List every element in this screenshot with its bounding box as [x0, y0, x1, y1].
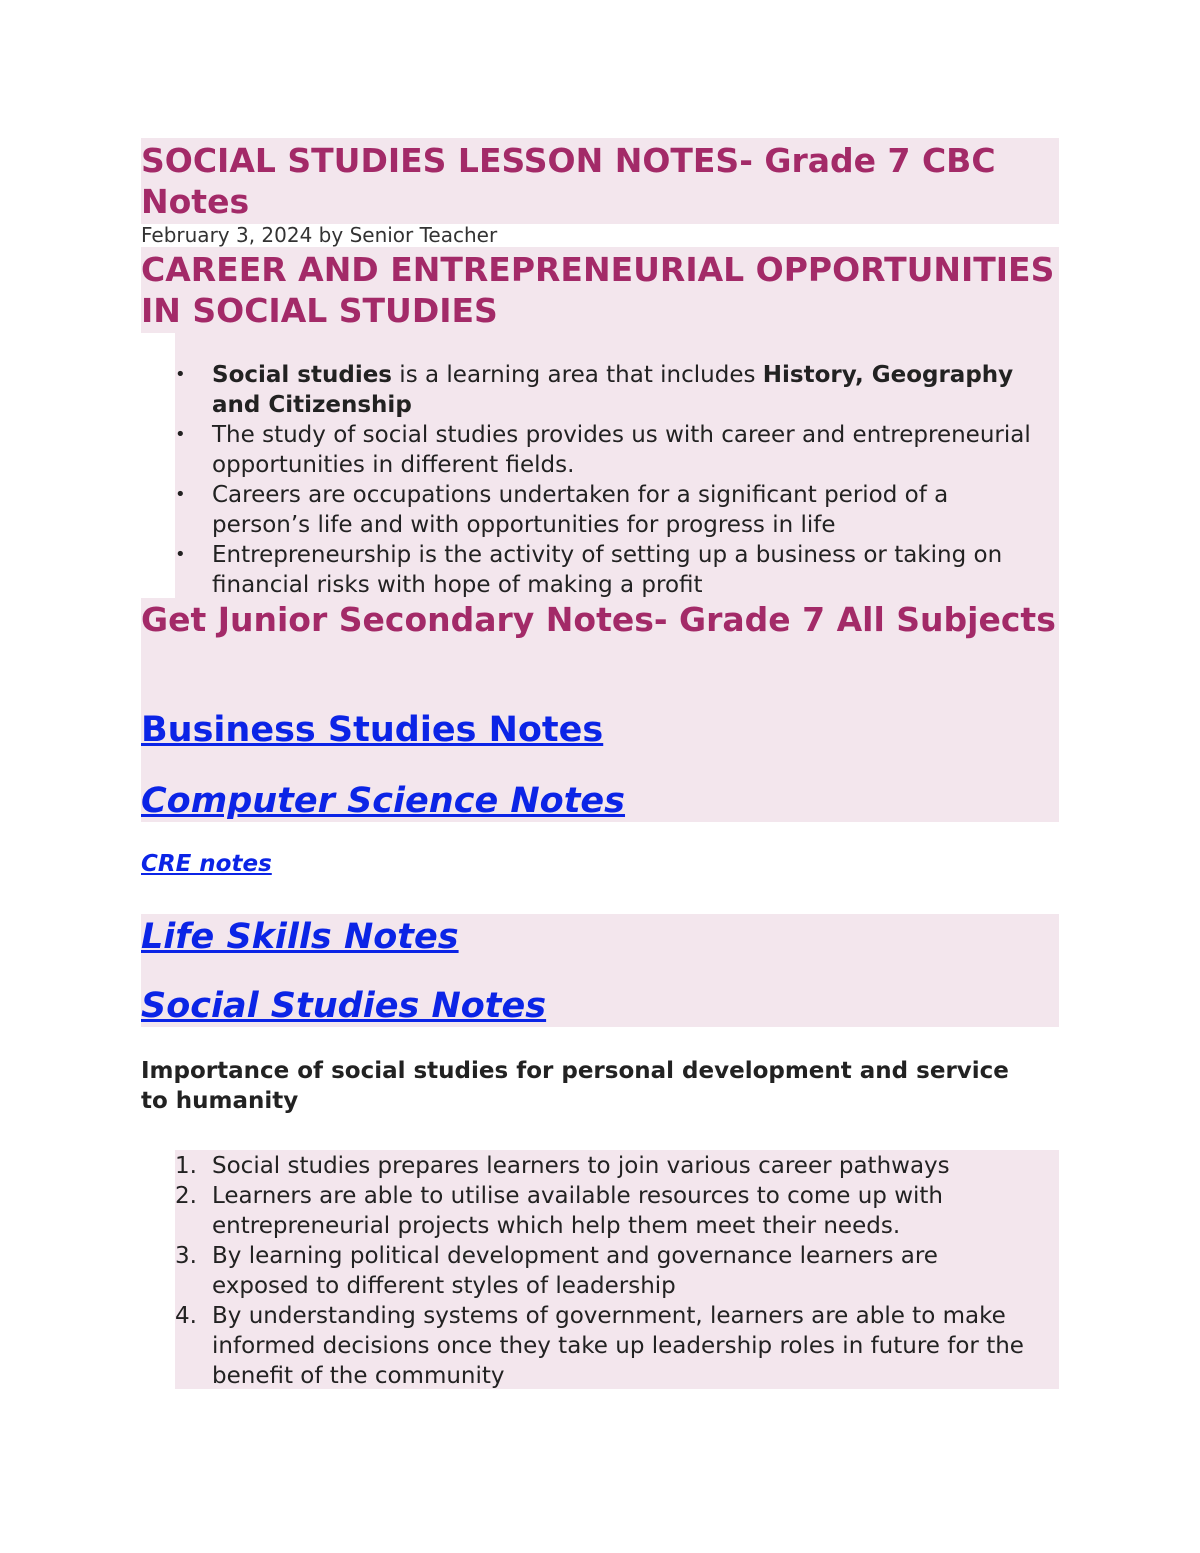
list-item-text: By understanding systems of government, learners are able to make informed decisions once they take up leadership roles in future for the benefit of the community [212, 1303, 1024, 1389]
cre-notes-link[interactable]: CRE notes [141, 851, 272, 877]
list-item [175, 360, 1035, 420]
list-item [175, 420, 1035, 480]
page-title: SOCIAL STUDIES LESSON NOTES- Grade 7 CBC Notes [141, 138, 1059, 224]
list-item-text: Entrepreneurship is the activity of setting up a business or taking on financial risks with hope of making a profit [212, 542, 1003, 598]
bullet-icon: • [175, 544, 186, 565]
list-item-text: Learners are able to utilise available resources to come up with entrepreneurial projects which help them meet their needs. [212, 1183, 944, 1239]
business-studies-link[interactable]: Business Studies Notes [141, 710, 604, 750]
computer-science-link[interactable]: Computer Science Notes [141, 781, 626, 821]
bold-text: History, Geography and Citizenship [212, 362, 1014, 418]
list-item [175, 1181, 1035, 1241]
list-item-text: Social studies prepares learners to join various career pathways [212, 1153, 950, 1179]
list-number: 2. [175, 1183, 197, 1209]
ordered-list [175, 1151, 1035, 1391]
list-number: 1. [175, 1153, 197, 1179]
bullet-icon: • [175, 484, 186, 505]
section-heading: CAREER AND ENTREPRENEURIAL OPPORTUNITIES IN SOCIAL STUDIES [141, 250, 1055, 330]
list-item [175, 540, 1035, 600]
notes-heading: Get Junior Secondary Notes- Grade 7 All Subjects [141, 600, 1056, 639]
list-item-text: The study of social studies provides us with career and entrepreneurial opportunities in different fields. [212, 422, 1031, 478]
list-item [175, 1241, 1035, 1301]
list-number: 3. [175, 1243, 197, 1269]
list-item [175, 1301, 1035, 1391]
bullet-icon: • [175, 424, 186, 445]
bullet-list [175, 360, 1035, 600]
list-item-text: is a learning area that includes [392, 362, 763, 388]
social-studies-link[interactable]: Social Studies Notes [141, 986, 547, 1026]
list-item [175, 480, 1035, 540]
list-item [175, 1151, 1035, 1181]
life-skills-link[interactable]: Life Skills Notes [141, 917, 459, 957]
importance-heading: Importance of social studies for personal development and service to humanity [141, 1058, 1009, 1114]
bullet-icon: • [175, 364, 186, 385]
list-number: 4. [175, 1303, 197, 1329]
list-item-text: By learning political development and governance learners are exposed to different styles of leadership [212, 1243, 938, 1299]
byline: February 3, 2024 by Senior Teacher [141, 223, 498, 247]
bold-text: Social studies [212, 362, 392, 388]
list-item-text: Careers are occupations undertaken for a significant period of a person’s life and with opportunities for progress in life [212, 482, 949, 538]
